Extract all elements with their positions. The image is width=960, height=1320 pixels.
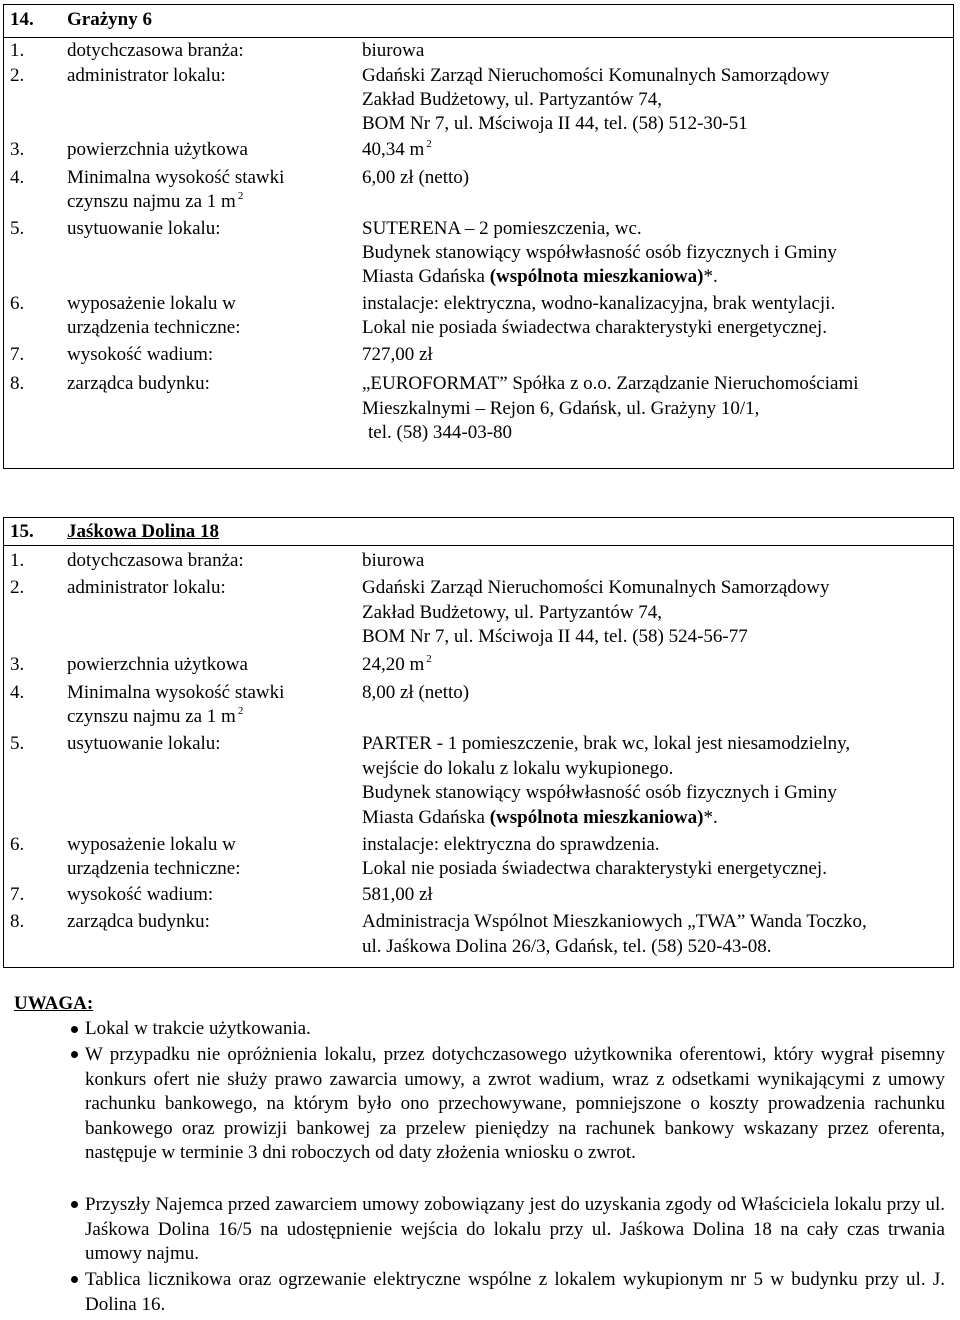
- section-2-title: Jaśkowa Dolina 18: [67, 521, 220, 542]
- row-number: 4.: [10, 682, 25, 703]
- row-value: Administracja Wspólnot Mieszkaniowych „TWA” Wanda Toczko,: [362, 911, 867, 932]
- row-number: 1.: [10, 40, 25, 61]
- row-value: Zakład Budżetowy, ul. Partyzantów 74,: [362, 602, 663, 623]
- row-label: dotychczasowa branża:: [67, 40, 244, 61]
- row-label: zarządca budynku:: [67, 911, 210, 932]
- row-label: administrator lokalu:: [67, 577, 226, 598]
- row-label: usytuowanie lokalu:: [67, 733, 221, 754]
- row-value: Miasta Gdańska (wspólnota mieszkaniowa)*.: [362, 266, 718, 287]
- row-value: Budynek stanowiący współwłasność osób fizycznych i Gminy: [362, 242, 837, 263]
- row-value: 8,00 zł (netto): [362, 682, 470, 703]
- row-label: zarządca budynku:: [67, 373, 210, 394]
- row-number: 8.: [10, 373, 25, 394]
- row-value: 581,00 zł: [362, 884, 433, 905]
- row-number: 3.: [10, 654, 25, 675]
- bullet-icon: [71, 1026, 78, 1033]
- row-value: PARTER - 1 pomieszczenie, brak wc, lokal jest niesamodzielny,: [362, 733, 851, 754]
- row-label: urządzenia techniczne:: [67, 858, 241, 879]
- row-value: Zakład Budżetowy, ul. Partyzantów 74,: [362, 89, 663, 110]
- row-value: 40,34 m $^2$: [362, 138, 432, 160]
- row-value: ul. Jaśkowa Dolina 26/3, Gdańsk, tel. (58) 520-43-08.: [362, 936, 772, 957]
- row-value: „EUROFORMAT” Spółka z o.o. Zarządzanie Nieruchomościami: [362, 373, 859, 394]
- notes-heading: UWAGA:: [14, 993, 94, 1014]
- row-value: biurowa: [362, 550, 425, 571]
- row-label: Minimalna wysokość stawki: [67, 682, 285, 703]
- row-value: Gdański Zarząd Nieruchomości Komunalnych Samorządowy: [362, 65, 830, 86]
- row-number: 6.: [10, 293, 25, 314]
- row-value: Gdański Zarząd Nieruchomości Komunalnych Samorządowy: [362, 577, 830, 598]
- row-number: 7.: [10, 884, 25, 905]
- bullet-icon: [71, 1201, 78, 1208]
- row-value: Mieszkalnymi – Rejon 6, Gdańsk, ul. Grażyny 10/1,: [362, 398, 760, 419]
- row-number: 5.: [10, 733, 25, 754]
- bullet-icon: [71, 1276, 78, 1283]
- row-label: powierzchnia użytkowa: [67, 139, 248, 160]
- section-1-title: Grażyny 6: [67, 9, 152, 30]
- row-label: wysokość wadium:: [67, 884, 214, 905]
- row-number: 8.: [10, 911, 25, 932]
- row-label: Minimalna wysokość stawki: [67, 167, 285, 188]
- row-label: wyposażenie lokalu w: [67, 293, 236, 314]
- row-value: Budynek stanowiący współwłasność osób fizycznych i Gminy: [362, 782, 837, 803]
- row-value: instalacje: elektryczna, wodno-kanalizacyjna, brak wentylacji.: [362, 293, 836, 314]
- row-label: czynszu najmu za 1 m $^2$: [67, 190, 244, 212]
- row-value: 24,20 m $^2$: [362, 653, 432, 675]
- row-number: 5.: [10, 218, 25, 239]
- row-label: dotychczasowa branża:: [67, 550, 244, 571]
- row-value: wejście do lokalu z lokalu wykupionego.: [362, 758, 674, 779]
- row-value: 6,00 zł (netto): [362, 167, 470, 188]
- row-label: czynszu najmu za 1 m $^2$: [67, 705, 244, 727]
- note-item: Przyszły Najemca przed zawarciem umowy zobowiązany jest do uzyskania zgody od Właściciela lokalu przy ul. Jaśkowa Dolina 16/5 na udostępnienie wejścia do lokalu przy ul. Jaśkowa Dolina 18 na cały czas trwania umowy najmu.: [85, 1194, 945, 1264]
- row-label: wyposażenie lokalu w: [67, 834, 236, 855]
- row-value: BOM Nr 7, ul. Mściwoja II 44, tel. (58) 512-30-51: [362, 113, 748, 134]
- row-number: 7.: [10, 344, 25, 365]
- row-number: 4.: [10, 167, 25, 188]
- row-value: 727,00 zł: [362, 344, 433, 365]
- row-label: administrator lokalu:: [67, 65, 226, 86]
- row-label: urządzenia techniczne:: [67, 317, 241, 338]
- row-value: Miasta Gdańska (wspólnota mieszkaniowa)*.: [362, 807, 718, 828]
- row-number: 6.: [10, 834, 25, 855]
- section-2-number: 15.: [10, 521, 34, 542]
- row-number: 2.: [10, 577, 25, 598]
- row-number: 3.: [10, 139, 25, 160]
- row-number: 1.: [10, 550, 25, 571]
- row-value: biurowa: [362, 40, 425, 61]
- row-value: Lokal nie posiada świadectwa charakterystyki energetycznej.: [362, 317, 827, 338]
- row-label: powierzchnia użytkowa: [67, 654, 248, 675]
- note-item: Lokal w trakcie użytkowania.: [85, 1018, 311, 1039]
- row-label: wysokość wadium:: [67, 344, 214, 365]
- row-value: BOM Nr 7, ul. Mściwoja II 44, tel. (58) 524-56-77: [362, 626, 748, 647]
- row-label: usytuowanie lokalu:: [67, 218, 221, 239]
- row-number: 2.: [10, 65, 25, 86]
- row-value: SUTERENA – 2 pomieszczenia, wc.: [362, 218, 642, 239]
- row-value: tel. (58) 344-03-80: [368, 422, 513, 443]
- note-item: W przypadku nie opróżnienia lokalu, przez dotychczasowego użytkownika oferentowi, który wygrał pisemny konkurs ofert nie służy prawo zawarcia umowy, a zwrot wadium, wraz z odsetkami wynikającymi z umowy rachunku bankowego, na którym było ono przechowywane, pomniejszone o koszty prowadzenia rachunku bankowego oraz prowizji bankowej za przelew pieniędzy na rachunek bankowy wskazany przez oferenta, następuje w terminie 3 dni roboczych od daty złożenia wniosku o zwrot.: [85, 1044, 945, 1163]
- section-1-number: 14.: [10, 9, 34, 30]
- note-item: Tablica licznikowa oraz ogrzewanie elektryczne wspólne z lokalem wykupionym nr 5 w budynku przy ul. J. Dolina 16.: [85, 1269, 945, 1315]
- row-value: Lokal nie posiada świadectwa charakterystyki energetycznej.: [362, 858, 827, 879]
- bullet-icon: [71, 1051, 78, 1058]
- row-value: instalacje: elektryczna do sprawdzenia.: [362, 834, 660, 855]
